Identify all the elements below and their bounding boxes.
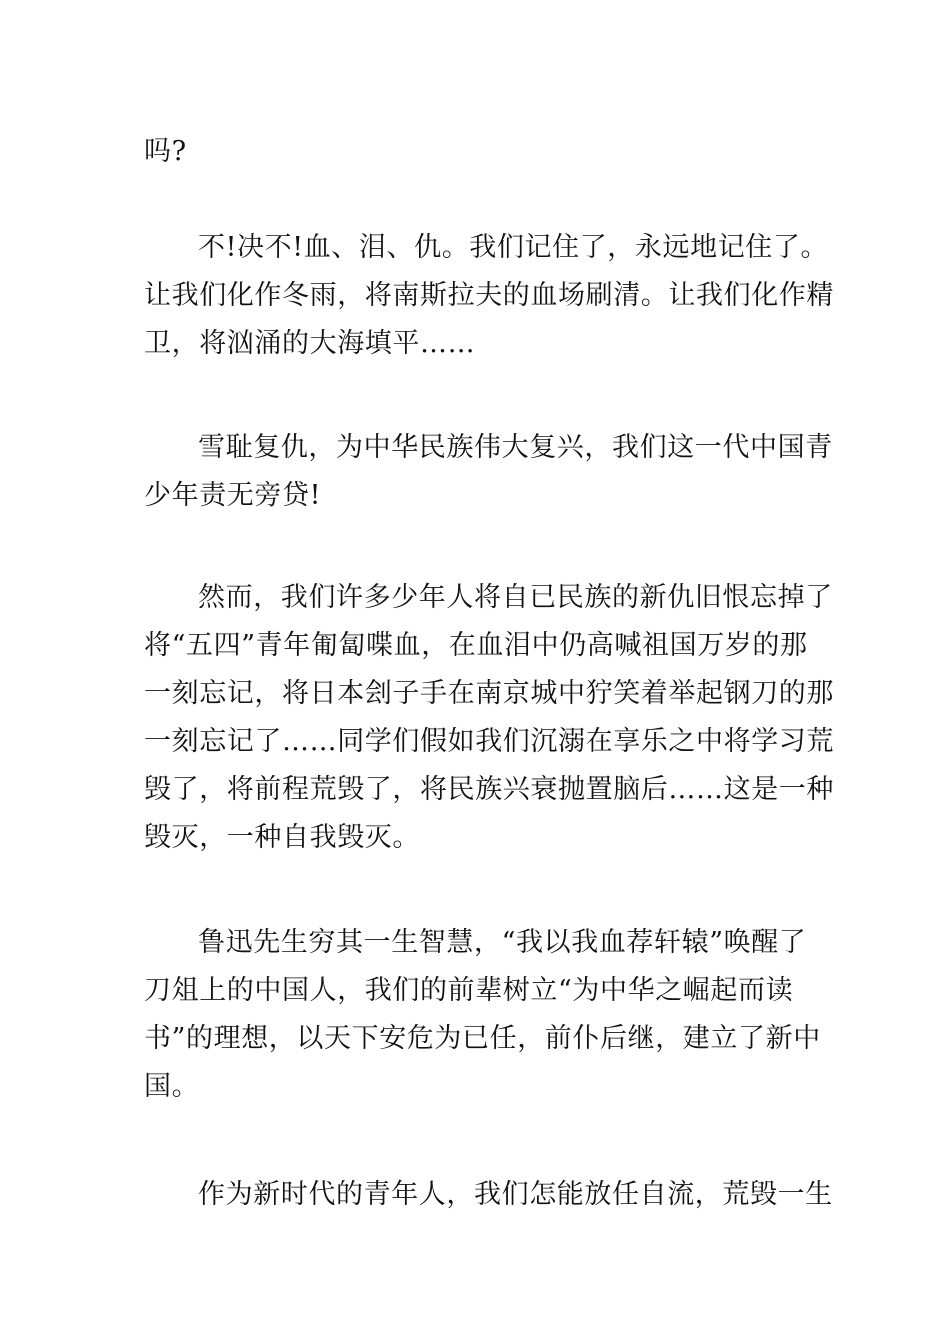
- paragraph-line: 卫，将汹涌的大海填平……: [144, 328, 476, 359]
- paragraph-4: [144, 574, 834, 862]
- paragraph-3: [144, 424, 833, 520]
- paragraph-line: 吗?: [144, 136, 187, 167]
- paragraph-line: 刀俎上的中国人，我们的前辈树立“为中华之崛起而读: [144, 975, 794, 1006]
- paragraph-line: 作为新时代的青年人，我们怎能放任自流，荒毁一生: [198, 1179, 833, 1210]
- paragraph-6: [144, 1171, 833, 1219]
- paragraph-line: 一刻忘记，将日本刽子手在南京城中狞笑着举起钢刀的那: [144, 678, 834, 709]
- paragraph-line: 将“五四”青年匍匐喋血，在血泪中仍高喊祖国万岁的那: [144, 630, 808, 661]
- paragraph-line: 雪耻复仇，为中华民族伟大复兴，我们这一代中国青: [198, 432, 833, 463]
- paragraph-line: 毁灭，一种自我毁灭。: [144, 822, 420, 853]
- paragraph-line: 让我们化作冬雨，将南斯拉夫的血场刷清。让我们化作精: [144, 280, 834, 311]
- paragraph-line: 然而，我们许多少年人将自已民族的新仇旧恨忘掉了: [198, 582, 833, 613]
- paragraph-line: 少年责无旁贷!: [144, 480, 322, 511]
- paragraph-line: 国。: [144, 1071, 200, 1102]
- paragraph-line: 不!决不!血、泪、仇。我们记住了，永远地记住了。: [198, 232, 829, 263]
- paragraph-line: 书”的理想，以天下安危为已任，前仆后继，建立了新中: [144, 1023, 821, 1054]
- paragraph-2: [144, 224, 834, 368]
- paragraph-line: 鲁迅先生穷其一生智慧，“我以我血荐轩辕”唤醒了: [198, 927, 807, 958]
- paragraph-1: [144, 128, 808, 176]
- paragraph-5: [144, 919, 821, 1111]
- paragraph-line: 毁了，将前程荒毁了，将民族兴衰抛置脑后……这是一种: [144, 774, 834, 805]
- paragraph-line: 一刻忘记了……同学们假如我们沉溺在享乐之中将学习荒: [144, 726, 834, 757]
